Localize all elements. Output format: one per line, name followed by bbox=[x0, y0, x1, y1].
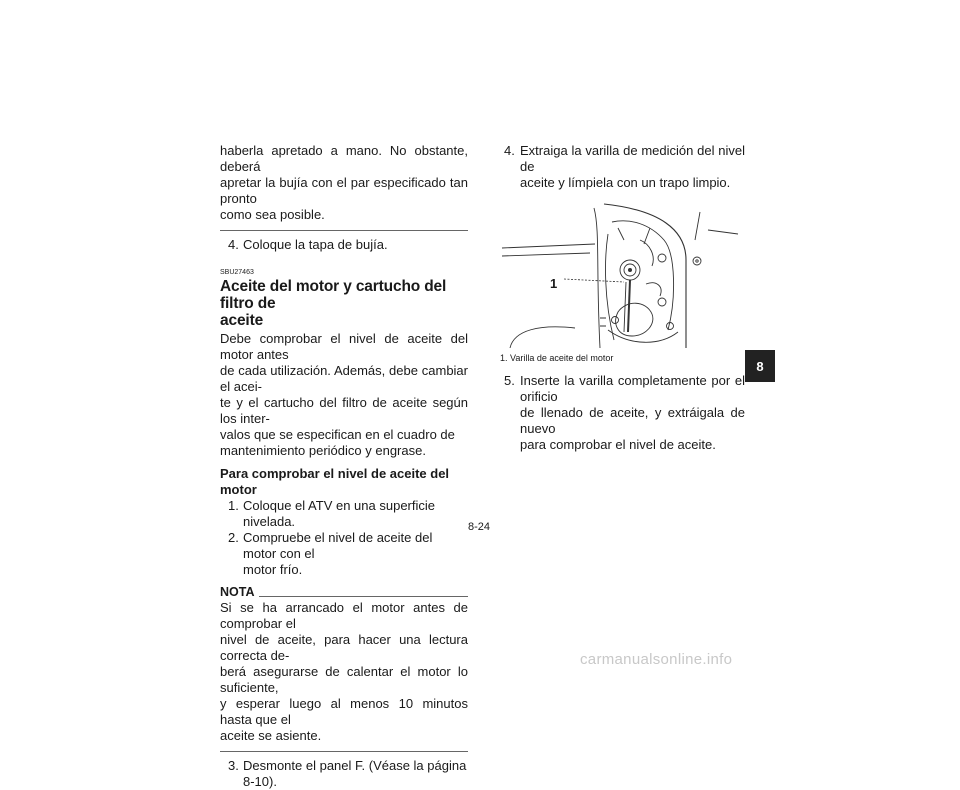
section-title-line: aceite bbox=[220, 312, 264, 329]
section-body bbox=[220, 331, 468, 459]
section-code: SBU27463 bbox=[220, 269, 254, 276]
step-4-right bbox=[500, 143, 745, 191]
intro-line: como sea posible. bbox=[220, 207, 325, 222]
callout-label: 1 bbox=[550, 276, 558, 291]
step-number: 5. bbox=[504, 373, 515, 388]
nota-line: aceite se asiente. bbox=[220, 728, 322, 743]
nota-line: berá asegurarse de calentar el motor lo suficiente, bbox=[220, 664, 468, 695]
body-line: mantenimiento periódico y engrase. bbox=[220, 443, 426, 458]
step-number: 3. bbox=[228, 758, 239, 773]
step-text: aceite y límpiela con un trapo limpio. bbox=[520, 175, 731, 190]
step-text: Coloque el ATV en una superficie nivelada. bbox=[243, 498, 435, 529]
step-text: motor frío. bbox=[243, 562, 303, 577]
step-text: Inserte la varilla completamente por el orificio bbox=[520, 373, 745, 404]
body-line: de cada utilización. Además, debe cambiar el acei- bbox=[220, 363, 468, 394]
step-2 bbox=[220, 530, 468, 578]
step-number: 4. bbox=[504, 143, 515, 158]
intro-line: haberla apretado a mano. No obstante, deberá bbox=[220, 143, 468, 174]
body-line: Debe comprobar el nivel de aceite del motor antes bbox=[220, 331, 468, 362]
dipstick-illustration bbox=[500, 200, 745, 348]
nota-line: nivel de aceite, para hacer una lectura correcta de- bbox=[220, 632, 468, 663]
page-number: 8-24 bbox=[468, 521, 491, 533]
right-column bbox=[500, 143, 745, 453]
nota-body bbox=[220, 600, 468, 744]
step-3 bbox=[220, 758, 468, 790]
left-column bbox=[220, 143, 468, 790]
nota-end-rule bbox=[220, 751, 468, 752]
divider bbox=[220, 230, 468, 231]
engine-drawing bbox=[500, 200, 745, 348]
body-line: te y el cartucho del filtro de aceite según los inter- bbox=[220, 395, 468, 426]
watermark: carmanualsonline.info bbox=[580, 651, 733, 668]
nota-rule bbox=[259, 596, 469, 597]
section-title bbox=[220, 278, 468, 329]
nota-line: Si se ha arrancado el motor antes de comprobar el bbox=[220, 600, 468, 631]
step-text: Desmonte el panel F. (Véase la página 8-10). bbox=[243, 758, 467, 789]
step-text: Extraiga la varilla de medición del nivel de bbox=[520, 143, 745, 174]
subheading: Para comprobar el nivel de aceite del motor bbox=[220, 466, 450, 497]
intro-line: apretar la bujía con el par especificado tan pronto bbox=[220, 175, 468, 206]
chapter-tab: 8 bbox=[745, 350, 775, 382]
step-number: 2. bbox=[228, 530, 239, 545]
body-line: valos que se especifican en el cuadro de bbox=[220, 427, 455, 442]
step-text: Coloque la tapa de bujía. bbox=[243, 237, 388, 252]
nota-header bbox=[220, 585, 468, 599]
nota-label: NOTA bbox=[220, 585, 255, 599]
step-1 bbox=[220, 498, 468, 530]
section-title-line: Aceite del motor y cartucho del filtro de bbox=[220, 278, 447, 312]
step-number: 1. bbox=[228, 498, 239, 513]
step-5 bbox=[500, 373, 745, 453]
step-number: 4. bbox=[228, 237, 239, 252]
nota-line: y esperar luego al menos 10 minutos hasta que el bbox=[220, 696, 468, 727]
step-text: para comprobar el nivel de aceite. bbox=[520, 437, 716, 452]
step-text: Compruebe el nivel de aceite del motor con el bbox=[243, 530, 433, 561]
step-text: de llenado de aceite, y extráigala de nuevo bbox=[520, 405, 745, 436]
figure-caption: 1. Varilla de aceite del motor bbox=[500, 353, 614, 363]
step-4-left bbox=[220, 237, 468, 253]
